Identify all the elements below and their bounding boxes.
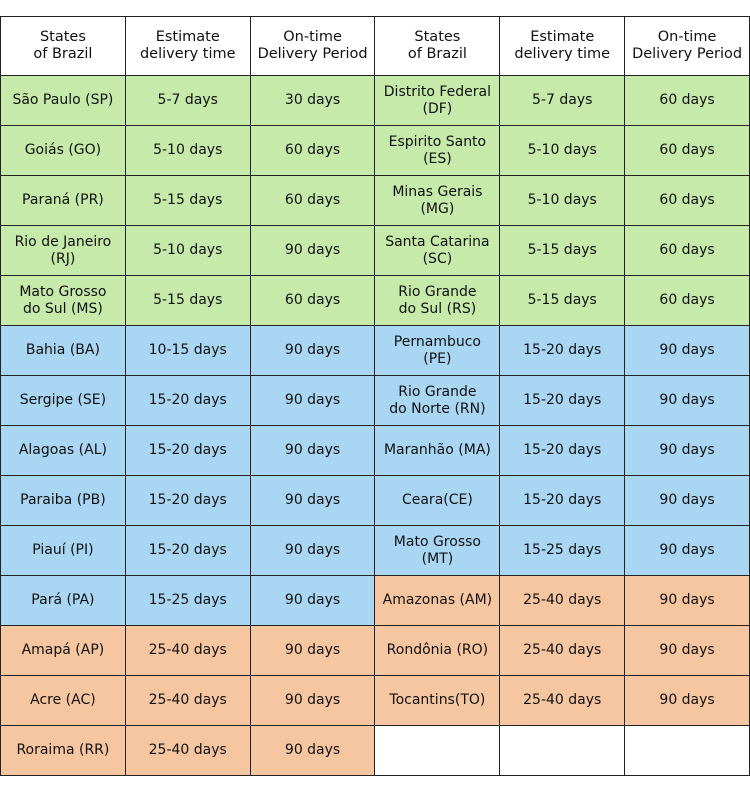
left-period-cell: 90 days: [250, 226, 375, 276]
left-state-cell: Paraiba (PB): [1, 476, 126, 526]
right-period-cell: 60 days: [625, 76, 750, 126]
table-row: [1, 426, 750, 476]
left-period-cell: 90 days: [250, 376, 375, 426]
right-state-cell: Rio Grande do Sul (RS): [375, 276, 500, 326]
right-state-cell: Rondônia (RO): [375, 626, 500, 676]
left-period-cell: 90 days: [250, 676, 375, 726]
table-row: [1, 476, 750, 526]
table-row: [1, 176, 750, 226]
right-state-cell: Mato Grosso (MT): [375, 526, 500, 576]
left-estimate-cell: 5-10 days: [125, 226, 250, 276]
left-estimate-cell: 15-20 days: [125, 476, 250, 526]
table-row: [1, 326, 750, 376]
header-estimate-left: Estimate delivery time: [125, 17, 250, 76]
left-estimate-cell: 5-15 days: [125, 176, 250, 226]
right-estimate-cell: [500, 726, 625, 776]
right-estimate-cell: 15-20 days: [500, 476, 625, 526]
table-body: [1, 76, 750, 776]
left-state-cell: Paraná (PR): [1, 176, 126, 226]
left-estimate-cell: 15-20 days: [125, 376, 250, 426]
left-estimate-cell: 25-40 days: [125, 626, 250, 676]
right-estimate-cell: 25-40 days: [500, 626, 625, 676]
right-estimate-cell: 25-40 days: [500, 676, 625, 726]
right-period-cell: 90 days: [625, 426, 750, 476]
header-state-left: States of Brazil: [1, 17, 126, 76]
right-state-cell: Minas Gerais (MG): [375, 176, 500, 226]
right-period-cell: 60 days: [625, 176, 750, 226]
right-estimate-cell: 5-15 days: [500, 226, 625, 276]
right-period-cell: 60 days: [625, 276, 750, 326]
left-estimate-cell: 25-40 days: [125, 726, 250, 776]
left-estimate-cell: 5-15 days: [125, 276, 250, 326]
left-period-cell: 60 days: [250, 276, 375, 326]
right-state-cell: Distrito Federal (DF): [375, 76, 500, 126]
header-period-left: On-time Delivery Period: [250, 17, 375, 76]
left-state-cell: Rio de Janeiro (RJ): [1, 226, 126, 276]
left-period-cell: 60 days: [250, 126, 375, 176]
right-period-cell: 90 days: [625, 626, 750, 676]
right-state-cell: Ceara(CE): [375, 476, 500, 526]
table-row: [1, 376, 750, 426]
left-period-cell: 90 days: [250, 626, 375, 676]
right-state-cell: Espirito Santo (ES): [375, 126, 500, 176]
left-state-cell: Bahia (BA): [1, 326, 126, 376]
left-state-cell: Mato Grosso do Sul (MS): [1, 276, 126, 326]
left-estimate-cell: 25-40 days: [125, 676, 250, 726]
header-estimate-right: Estimate delivery time: [500, 17, 625, 76]
right-period-cell: 90 days: [625, 576, 750, 626]
left-period-cell: 90 days: [250, 476, 375, 526]
left-estimate-cell: 15-25 days: [125, 576, 250, 626]
right-period-cell: 60 days: [625, 226, 750, 276]
header-row: [1, 17, 750, 76]
right-estimate-cell: 15-20 days: [500, 426, 625, 476]
right-estimate-cell: 5-7 days: [500, 76, 625, 126]
right-state-cell: Pernambuco (PE): [375, 326, 500, 376]
right-state-cell: Rio Grande do Norte (RN): [375, 376, 500, 426]
right-period-cell: 90 days: [625, 326, 750, 376]
right-state-cell: Tocantins(TO): [375, 676, 500, 726]
right-estimate-cell: 15-20 days: [500, 326, 625, 376]
right-state-cell: Amazonas (AM): [375, 576, 500, 626]
left-estimate-cell: 5-10 days: [125, 126, 250, 176]
left-estimate-cell: 15-20 days: [125, 526, 250, 576]
left-state-cell: São Paulo (SP): [1, 76, 126, 126]
right-estimate-cell: 5-10 days: [500, 126, 625, 176]
table-row: [1, 626, 750, 676]
right-estimate-cell: 5-15 days: [500, 276, 625, 326]
left-period-cell: 90 days: [250, 576, 375, 626]
right-state-cell: Santa Catarina (SC): [375, 226, 500, 276]
left-period-cell: 90 days: [250, 726, 375, 776]
right-period-cell: [625, 726, 750, 776]
left-state-cell: Alagoas (AL): [1, 426, 126, 476]
left-period-cell: 30 days: [250, 76, 375, 126]
left-period-cell: 90 days: [250, 426, 375, 476]
right-estimate-cell: 15-25 days: [500, 526, 625, 576]
right-period-cell: 90 days: [625, 376, 750, 426]
right-period-cell: 90 days: [625, 526, 750, 576]
right-state-cell: Maranhão (MA): [375, 426, 500, 476]
left-period-cell: 60 days: [250, 176, 375, 226]
left-estimate-cell: 10-15 days: [125, 326, 250, 376]
right-estimate-cell: 5-10 days: [500, 176, 625, 226]
left-estimate-cell: 5-7 days: [125, 76, 250, 126]
delivery-time-table: [0, 16, 750, 776]
right-state-cell: [375, 726, 500, 776]
header-state-right: States of Brazil: [375, 17, 500, 76]
table-row: [1, 276, 750, 326]
right-estimate-cell: 15-20 days: [500, 376, 625, 426]
left-state-cell: Amapá (AP): [1, 626, 126, 676]
left-state-cell: Piauí (PI): [1, 526, 126, 576]
table-row: [1, 76, 750, 126]
right-period-cell: 60 days: [625, 126, 750, 176]
left-state-cell: Sergipe (SE): [1, 376, 126, 426]
header-period-right: On-time Delivery Period: [625, 17, 750, 76]
right-period-cell: 90 days: [625, 676, 750, 726]
left-state-cell: Pará (PA): [1, 576, 126, 626]
table-row: [1, 676, 750, 726]
table-row: [1, 526, 750, 576]
left-state-cell: Roraima (RR): [1, 726, 126, 776]
table-row: [1, 726, 750, 776]
left-state-cell: Goiás (GO): [1, 126, 126, 176]
left-estimate-cell: 15-20 days: [125, 426, 250, 476]
table-row: [1, 126, 750, 176]
right-period-cell: 90 days: [625, 476, 750, 526]
right-estimate-cell: 25-40 days: [500, 576, 625, 626]
table-row: [1, 226, 750, 276]
left-period-cell: 90 days: [250, 326, 375, 376]
table-row: [1, 576, 750, 626]
left-state-cell: Acre (AC): [1, 676, 126, 726]
left-period-cell: 90 days: [250, 526, 375, 576]
